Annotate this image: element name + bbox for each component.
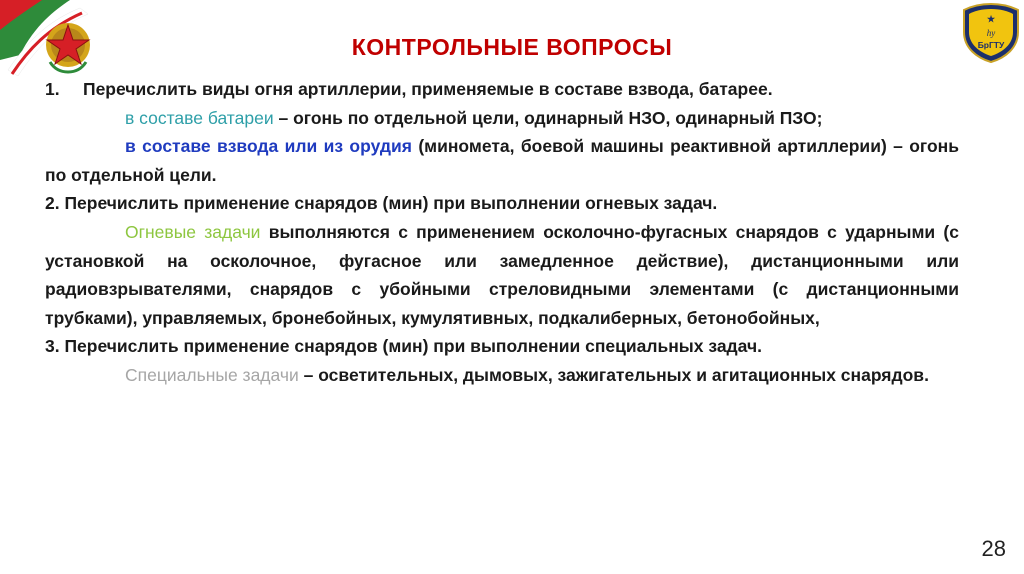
answer-1-platoon: [45, 132, 959, 189]
question-1: [45, 75, 959, 104]
answer-2-label: Огневые задачи: [125, 221, 261, 242]
answer-1-platoon-label: в составе взвода или из орудия: [125, 136, 412, 157]
answer-3-text: – осветительных, дымовых, зажигательных и агитационных снарядов.: [298, 364, 929, 385]
question-1-number: 1.: [45, 79, 60, 99]
page-number: 28: [981, 536, 1006, 561]
answer-1-battery: [45, 104, 959, 133]
answer-2-text: выполняются с применением осколочно-фугасных снарядов с ударными (с установкой на осколочное, фугасное или замедленное действие), дистанционными или радиовзрывателями, снарядов с убойными стреловидными элементами (с дистанционными трубками), управляемых, бронебойных, кумулятивных, подкалиберных, бетонобойных,: [45, 221, 959, 328]
svg-text:★: ★: [986, 14, 996, 24]
answer-1-battery-label: в составе батареи: [125, 107, 274, 128]
question-1-text: Перечислить виды огня артиллерии, применяемые в составе взвода, батарее.: [83, 79, 773, 99]
logo-text: БрГТУ: [977, 40, 1005, 50]
slide-body: [45, 75, 959, 390]
answer-3-label: Специальные задачи: [125, 364, 299, 385]
answer-1-battery-text: – огонь по отдельной цели, одинарный НЗО, одинарный ПЗО;: [273, 107, 823, 128]
answer-3: [45, 361, 959, 390]
answer-2: [45, 218, 959, 332]
question-2: 2. Перечислить применение снарядов (мин) при выполнении огневых задач.: [45, 193, 718, 214]
slide-title: КОНТРОЛЬНЫЕ ВОПРОСЫ: [351, 34, 673, 60]
question-3: 3. Перечислить применение снарядов (мин) при выполнении специальных задач.: [45, 336, 762, 357]
svg-text:hy: hy: [986, 28, 996, 38]
answer-1-platoon-text: (миномета, боевой машины реактивной артиллерии) – огонь по отдельной цели.: [45, 136, 960, 185]
